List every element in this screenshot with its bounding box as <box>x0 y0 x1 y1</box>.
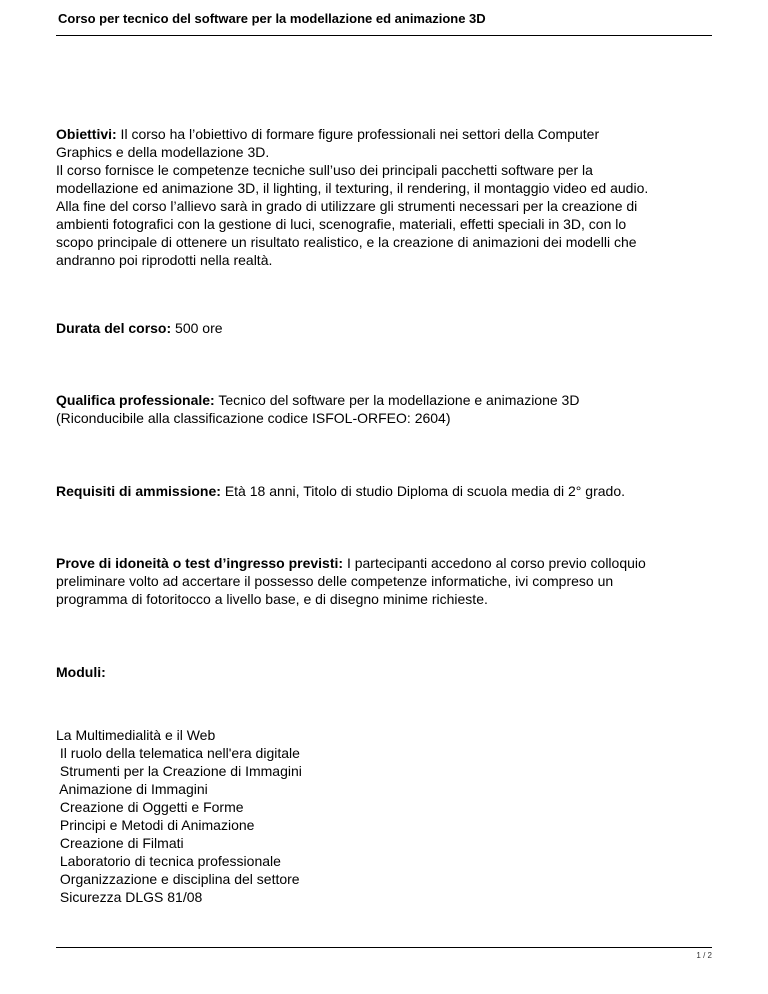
list-item: Creazione di Oggetti e Forme <box>56 799 244 815</box>
page-footer <box>56 947 712 960</box>
objectives-text-line: Graphics e della modellazione 3D. <box>56 144 270 160</box>
objectives-text-line: ambienti fotografici con la gestione di luci, scenografie, materiali, effetti speciali in 3D, con lo <box>56 216 627 232</box>
qualification-text-line: Tecnico del software per la modellazione e animazione 3D <box>214 392 580 408</box>
list-item: Principi e Metodi di Animazione <box>56 817 255 833</box>
list-item: Laboratorio di tecnica professionale <box>56 853 281 869</box>
tests-label: Prove di idoneità o test d’ingresso previsti: <box>56 555 344 571</box>
list-item: Creazione di Filmati <box>56 835 184 851</box>
list-item: Il ruolo della telematica nell'era digitale <box>56 745 300 761</box>
requirements-label: Requisiti di ammissione: <box>56 483 221 499</box>
modules-list <box>56 726 302 906</box>
modules-section <box>56 663 708 681</box>
objectives-text-line: scopo principale di ottenere un risultato realistico, e la creazione di animazioni dei modelli che <box>56 234 637 250</box>
list-item: Strumenti per la Creazione di Immagini <box>56 763 302 779</box>
qualification-label: Qualifica professionale: <box>56 392 215 408</box>
requirements-value: Età 18 anni, Titolo di studio Diploma di scuola media di 2° grado. <box>220 483 625 499</box>
page-number: 1 / 2 <box>696 951 712 960</box>
list-item: La Multimedialità e il Web <box>56 727 216 743</box>
tests-text-line: I partecipanti accedono al corso previo colloquio <box>343 555 646 571</box>
tests-text-line: programma di fotoritocco a livello base, e di disegno minime richieste. <box>56 591 488 607</box>
duration-label: Durata del corso: <box>56 320 172 336</box>
objectives-text-line: andranno poi riprodotti nella realtà. <box>56 252 273 268</box>
tests-section <box>56 554 708 608</box>
list-item: Animazione di Immagini <box>56 781 208 797</box>
list-item: Organizzazione e disciplina del settore <box>56 871 300 887</box>
objectives-text-line: Il corso fornisce le competenze tecniche sull’uso dei principali pacchetti software per la <box>56 162 593 178</box>
objectives-label: Obiettivi: <box>56 126 117 142</box>
modules-label: Moduli: <box>56 664 106 680</box>
list-item: Sicurezza DLGS 81/08 <box>56 889 203 905</box>
document-title: Corso per tecnico del software per la modellazione ed animazione 3D <box>58 11 486 26</box>
tests-text-line: preliminare volto ad accertare il possesso delle competenze informatiche, ivi compreso un <box>56 573 614 589</box>
objectives-text-line: Alla fine del corso l’allievo sarà in grado di utilizzare gli strumenti necessari per la creazione di <box>56 198 638 214</box>
qualification-section <box>56 391 708 427</box>
objectives-text-line: modellazione ed animazione 3D, il lighting, il texturing, il rendering, il montaggio video ed audio. <box>56 180 649 196</box>
objectives-text-line: Il corso ha l’obiettivo di formare figure professionali nei settori della Computer <box>116 126 600 142</box>
qualification-text-line: (Riconducibile alla classificazione codice ISFOL-ORFEO: 2604) <box>56 410 451 426</box>
requirements-section <box>56 482 708 500</box>
duration-section <box>56 319 708 337</box>
objectives-section <box>56 125 708 269</box>
duration-value: 500 ore <box>171 320 223 336</box>
page-header <box>56 6 712 36</box>
